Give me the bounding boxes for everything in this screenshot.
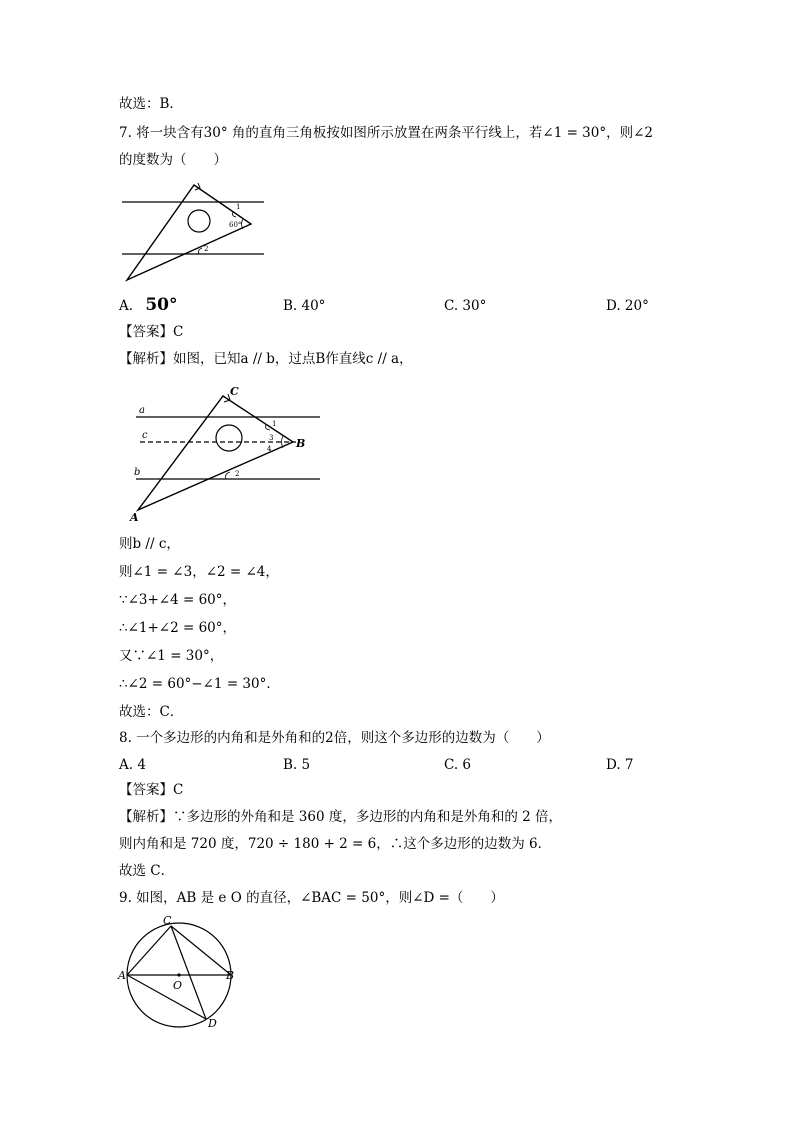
fig2-angle-3: 3 (269, 434, 274, 442)
q7-option-a (119, 296, 178, 315)
fig2-point-b: B (296, 437, 306, 450)
fig1-label-2: 2 (204, 245, 209, 253)
fig2-point-a: A (130, 511, 139, 524)
fig2-angle-4: 4 (267, 445, 272, 453)
solution-step: ∴∠1+∠2 = 60°， (119, 620, 237, 636)
q7-explanation: 【解析】如图，已知a // b，过点B作直线c // a， (119, 351, 413, 367)
fig1-angle-label: 60° (229, 221, 242, 229)
fig2-line-a: a (139, 405, 145, 416)
q8-answer: 【答案】C (119, 782, 184, 798)
q7-option-b: B. 40° (283, 298, 326, 314)
fig3-point-a: A (118, 969, 126, 982)
solution-step: ∴∠2 = 60°−∠1 = 30°． (119, 676, 280, 692)
q8-explanation: 【解析】∵多边形的外角和是 360 度，多边形的内角和是外角和的 2 倍， (119, 809, 563, 825)
question-8-stem: 8. 一个多边形的内角和是外角和的2倍，则这个多边形的边数为（ ） (119, 730, 550, 746)
fig3-point-d: D (208, 1017, 217, 1030)
fig2-angle-1: 1 (272, 420, 277, 428)
figure-q7 (118, 178, 278, 286)
fig2-angle-2: 2 (235, 470, 240, 478)
q8-selection: 故选 C． (119, 863, 175, 879)
solution-step: ∵∠3+∠4 = 60°， (119, 592, 237, 608)
q8-option-b: B. 5 (283, 757, 311, 773)
q8-explanation-cont: 则内角和是 720 度，720 ÷ 180 + 2 = 6，∴这个多边形的边数为 6． (119, 836, 552, 852)
solution-step: 故选：C． (119, 704, 184, 720)
fig3-point-b: B (226, 969, 235, 982)
figure-q9 (118, 913, 243, 1031)
fig3-point-o: O (173, 979, 183, 992)
fig2-line-c: c (142, 430, 148, 441)
q8-option-a: A. 4 (119, 757, 146, 773)
q7-option-c: C. 30° (444, 298, 487, 314)
fig2-point-c: C (230, 385, 239, 398)
fig3-point-c: C (163, 914, 172, 927)
fig1-label-1: 1 (236, 203, 241, 211)
q7-option-a-label: A. (119, 298, 134, 314)
q7-option-a-value: 50° (145, 295, 178, 315)
q8-option-d: D. 7 (606, 757, 634, 773)
solution-step: 则b // c， (119, 536, 180, 552)
solution-step: 则∠1 = ∠3，∠2 = ∠4， (119, 564, 279, 580)
q8-option-c: C. 6 (444, 757, 472, 773)
q7-answer: 【答案】C (119, 324, 184, 340)
solution-step: 又∵∠1 = 30°， (119, 648, 224, 664)
question-9-stem: 9. 如图，AB 是 e O 的直径，∠BAC = 50°，则∠D =（ ） (119, 890, 504, 906)
fig2-line-b: b (134, 467, 141, 478)
text-line: 故选：B． (119, 96, 183, 112)
question-7-stem-cont: 的度数为（ ） (119, 152, 227, 168)
figure-q7-solution (118, 380, 328, 528)
q7-option-d: D. 20° (606, 298, 649, 314)
question-7-stem: 7. 将一块含有30° 角的直角三角板按如图所示放置在两条平行线上，若∠1 = 30°，则∠2 (119, 125, 654, 141)
